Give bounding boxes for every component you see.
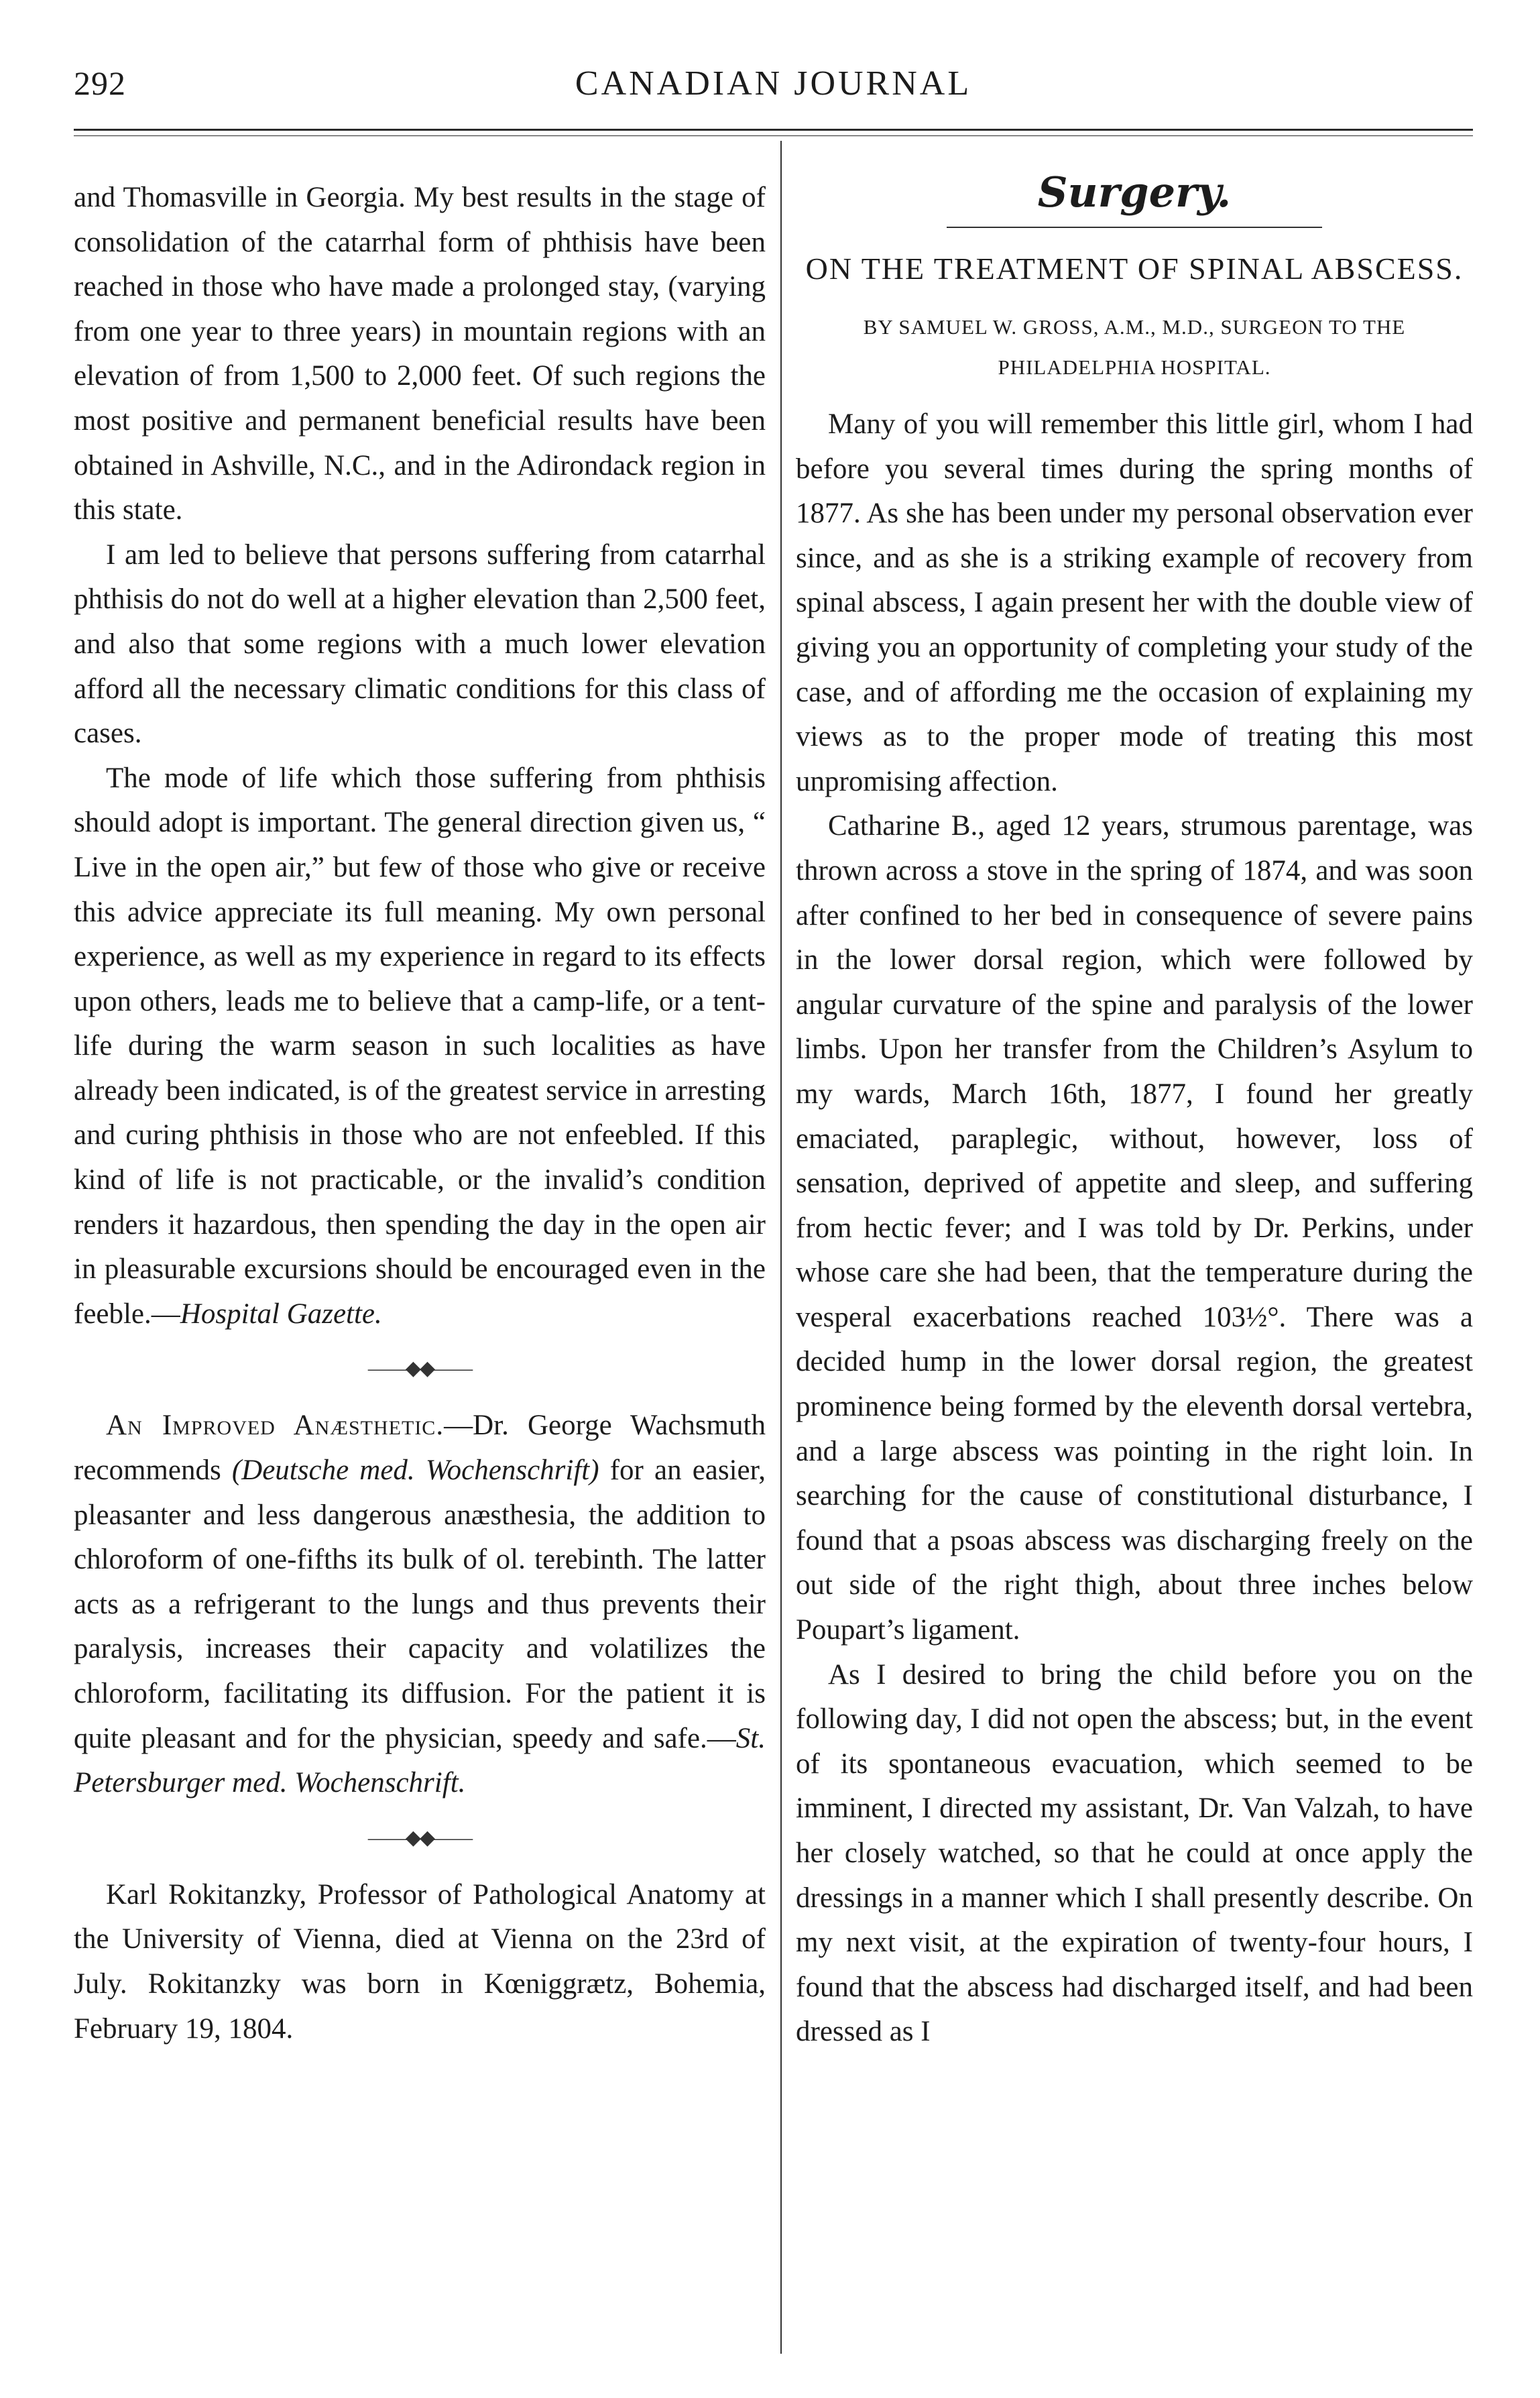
article-title: ON THE TREATMENT OF SPINAL ABSCESS. [805, 251, 1464, 286]
paragraph: As I desired to bring the child before you on the following day, I did not open the abscess; but, in the event of its spontaneous evacuation, which seemed to be imminent, I directed my assistant, Dr. Van Valzah, to have her closely watched, so that he could at once apply the dressings in a manner which I shall presently describe. On my next visit, at the expiration of twenty-four hours, I found that the abscess had discharged itself, and had been dressed as I [796, 1658, 1473, 2048]
paragraph [74, 1404, 766, 1805]
page-number: 292 [74, 64, 126, 102]
section-ornament [74, 1831, 766, 1845]
paragraph: Catharine B., aged 12 years, strumous parentage, was thrown across a stove in the spring of 1874, and was soon after confined to her bed in consequence of severe pains in the lower dorsal region, which were followed by angular curvature of the spine and paralysis of the lower limbs. Upon her transfer from the Children’s Asylum to my wards, March 16th, 1877, I found her greatly emaciated, paraplegic, without, however, loss of sensation, deprived of appetite and sleep, and suffering from hectic fever; and I was told by Dr. Perkins, under whose care she had been, that the temperature during the vesperal exacerbations reached 103½°. There was a decided hump in the lower dorsal region, the greatest prominence being formed by the eleventh dorsal vertebra, and a large abscess was pointing in the right loin. In searching for the cause of constitutional disturbance, I found that a psoas abscess was discharging freely on the out side of the right thigh, about three inches below Poupart’s ligament. [796, 810, 1473, 1646]
section-rule [947, 227, 1322, 228]
header-rule-thin [74, 135, 1473, 136]
page-header [74, 64, 1473, 124]
header-rule [74, 129, 1473, 131]
item-heading: An Improved Anæsthetic. [106, 1410, 445, 1442]
running-title: CANADIAN JOURNAL [575, 64, 972, 103]
source-citation: Hospital Gazette. [180, 1298, 382, 1330]
paragraph [74, 756, 766, 1337]
paragraph: I am led to believe that persons suffering from catarrhal phthisis do not do well at a higher elevation than 2,500 feet, and also that some regions with a much lower elevation afford all the necessary climatic conditions for this class of cases. [74, 538, 766, 750]
paragraph: Many of you will remember this little girl, whom I had before you several times during the spring months of 1877. As she has been under my personal observation ever since, and as she is a striking example of recovery from spinal abscess, I again present her with the double view of giving you an opportunity of completing your study of the case, and of affording me the occasion of explaining my views as to the proper mode of treating this most unpromising affection. [796, 408, 1473, 797]
column-divider [780, 141, 782, 2354]
left-column [74, 176, 766, 2051]
source-citation: St. Petersburger med. Wochenschrift. [74, 1722, 766, 1799]
paragraph: and Thomasville in Georgia. My best results in the stage of consolidation of the catarrhal form of phthisis have been reached in those who have made a prolonged stay, (varying from one year to three years) in mountain regions with an elevation of from 1,500 to 2,000 feet. Of such regions the most positive and permanent beneficial results have been obtained in Ashville, N.C., and in the Adirondack region in this state. [74, 182, 766, 526]
section-ornament [74, 1362, 766, 1375]
source-citation: (Deutsche med. Wochenschrift) [231, 1454, 599, 1487]
paragraph: Karl Rokitanzky, Professor of Pathological Anatomy at the University of Vienna, died at Vienna on the 23rd of July. Rokitanzky was born in Kœniggrætz, Bohemia, February 19, 1804. [74, 1878, 766, 2045]
paragraph-text: The mode of life which those suffering from phthisis should adopt is important. The general direction given us, “ Live in the open air,” but few of those who give or receive this advice appreciate its full meaning. My own personal experience, as well as my experience in regard to its effects upon others, leads me to believe that a camp-life, or a tent-life during the warm season in such localities as have already been indicated, is of the greatest service in arresting and curing phthisis in those who are not enfeebled. If this kind of life is not practicable, or the invalid’s condition renders it hazardous, then spending the day in the open air in pleasurable excursions should be encouraged even in the feeble.— [74, 762, 766, 1330]
right-column [796, 168, 1473, 2055]
paragraph-text: —Dr. George Wachsmuth recommends [74, 1410, 766, 1487]
section-title: Surgery. [1037, 168, 1232, 217]
byline: BY SAMUEL W. GROSS, A.M., M.D., SURGEON TO THE PHILADELPHIA HOSPITAL. [863, 315, 1406, 379]
paragraph-text: for an easier, pleasanter and less dangerous anæsthesia, the addition to chloroform of one-fifths its bulk of ol. terebinth. The latter acts as a refrigerant to the lungs and thus prevents their paralysis, increases their capacity and volatilizes the chloroform, facilitating its diffusion. For the patient it is quite pleasant and for the physician, speedy and safe.— [74, 1454, 766, 1754]
